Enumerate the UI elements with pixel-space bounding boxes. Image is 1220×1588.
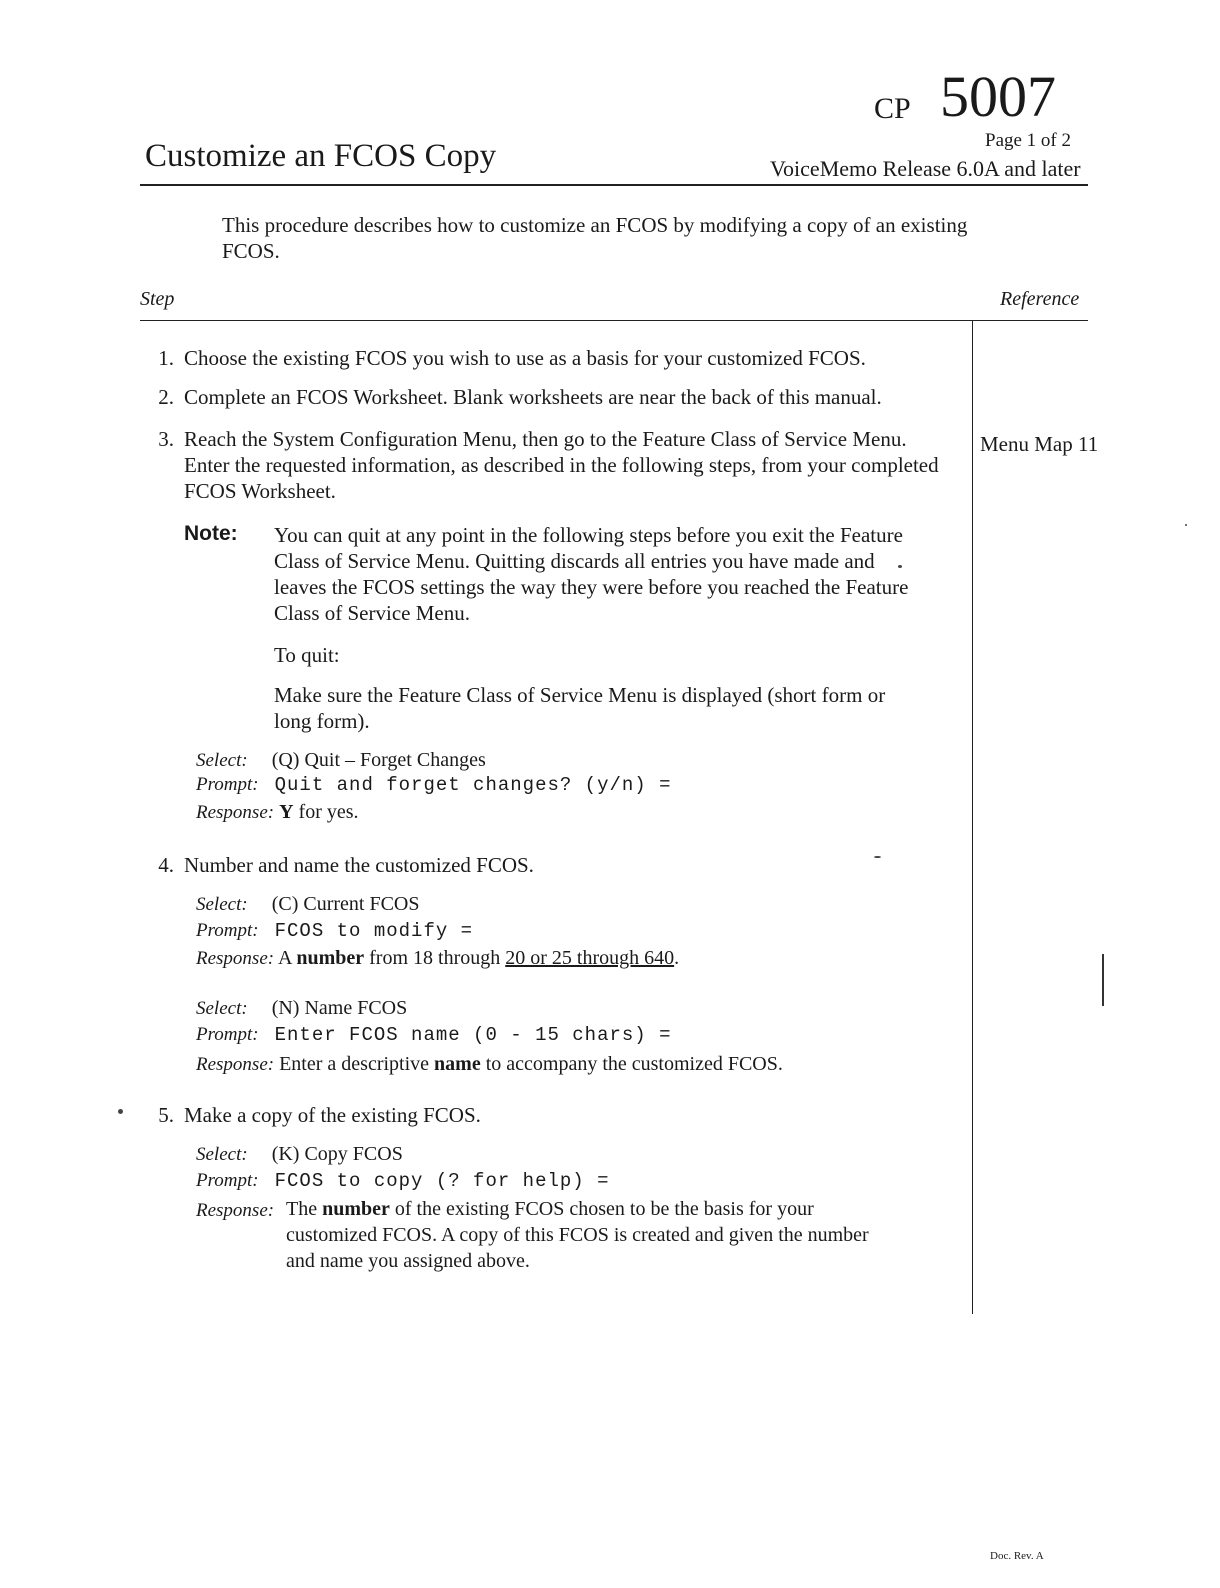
make-sure-text: Make sure the Feature Class of Service Menu is displayed (short form or long form).: [274, 683, 886, 733]
select-label: Select:: [196, 1144, 248, 1165]
step-1: [158, 345, 944, 371]
step-number: 5.: [158, 1103, 174, 1127]
prompt-label: Prompt:: [196, 1170, 259, 1191]
reference-column-heading: Reference: [1000, 288, 1080, 310]
response-text: from 18 through: [364, 947, 506, 969]
quit-prompt-row: [196, 772, 671, 797]
step-number: 2.: [158, 385, 174, 409]
quit-response-row: [196, 800, 359, 825]
name-fcos-response-row: [196, 1052, 783, 1077]
change-bar: [1102, 954, 1104, 1006]
copy-fcos-select-row: [196, 1142, 403, 1167]
response-text: The: [286, 1198, 323, 1220]
step-4: [158, 852, 884, 878]
response-label: Response:: [196, 1200, 275, 1221]
response-text: .: [674, 947, 680, 969]
prompt-label: Prompt:: [196, 920, 259, 941]
header-rule: [140, 184, 1088, 186]
response-label: Response:: [196, 948, 275, 969]
select-value: (C) Current FCOS: [271, 893, 420, 915]
response-label: Response:: [196, 1054, 275, 1075]
note-text: You can quit at any point in the following steps before you exit the Feature Class of Service Menu. Quitting discards all entries you have made and leaves the FCOS settings the way they were before you reached the Feature Class of Service Menu.: [274, 523, 909, 625]
step-2: [158, 384, 954, 410]
release-label: VoiceMemo Release 6.0A and later: [770, 156, 1081, 181]
cp-number: 5007: [940, 64, 1056, 129]
step-number: 3.: [158, 427, 174, 451]
select-label: Select:: [196, 998, 248, 1019]
response-label: Response:: [196, 802, 275, 823]
name-fcos-select-row: [196, 996, 407, 1021]
prompt-label: Prompt:: [196, 1024, 259, 1045]
step-text: Make a copy of the existing FCOS.: [184, 1103, 481, 1127]
cp-label: CP: [874, 92, 911, 125]
prompt-value: Enter FCOS name (0 - 15 chars) =: [274, 1024, 672, 1046]
doc-revision: Doc. Rev. A: [990, 1550, 1044, 1562]
step-5: [158, 1102, 884, 1128]
prompt-label: Prompt:: [196, 774, 259, 795]
step-text: Complete an FCOS Worksheet. Blank worksheets are near the back of this manual.: [184, 385, 882, 409]
scan-mark: [1185, 524, 1187, 526]
copy-fcos-response: [286, 1196, 886, 1274]
note-label: Note:: [184, 522, 238, 545]
response-emphasis: name: [434, 1053, 481, 1075]
select-value: (N) Name FCOS: [271, 997, 408, 1019]
response-text: of the existing FCOS chosen to be the basis for your customized FCOS. A copy of this FCOS is created and given the number and name you assigned above.: [286, 1198, 869, 1272]
response-text: Enter a descriptive: [279, 1053, 435, 1075]
copy-fcos-prompt-row: [196, 1168, 609, 1193]
step-3: [158, 426, 944, 504]
name-fcos-prompt-row: [196, 1022, 671, 1047]
step-text: Reach the System Configuration Menu, then go to the Feature Class of Service Menu. Enter the requested information, as described in the following steps, from your completed FCOS Worksheet.: [184, 427, 939, 503]
select-label: Select:: [196, 894, 248, 915]
select-value: (Q) Quit – Forget Changes: [271, 749, 486, 771]
to-quit-text: To quit:: [274, 643, 340, 667]
step-column-heading: Step: [140, 288, 175, 310]
prompt-value: Quit and forget changes? (y/n) =: [274, 774, 672, 796]
reference-menu-map: Menu Map 11: [980, 432, 1099, 456]
response-range: 20 or 25 through 640: [505, 947, 675, 969]
response-text: to accompany the customized FCOS.: [480, 1053, 783, 1075]
scan-mark: [118, 1109, 123, 1114]
current-fcos-response-row: [196, 946, 679, 971]
column-heading-rule: [140, 320, 1088, 321]
step-number: 4.: [158, 853, 174, 877]
select-label: Select:: [196, 750, 248, 771]
intro-paragraph: This procedure describes how to customize an FCOS by modifying a copy of an existing FCOS.: [222, 213, 968, 263]
reference-column-divider: [972, 321, 973, 1314]
step-number: 1.: [158, 346, 174, 370]
response-emphasis: number: [296, 947, 365, 969]
response-key: Y: [279, 801, 294, 823]
page-indicator: Page 1 of 2: [985, 130, 1072, 151]
prompt-value: FCOS to modify =: [274, 920, 474, 942]
quit-select-row: [196, 748, 486, 773]
current-fcos-prompt-row: [196, 918, 473, 943]
select-value: (K) Copy FCOS: [271, 1143, 403, 1165]
step-text: Choose the existing FCOS you wish to use as a basis for your customized FCOS.: [184, 346, 866, 370]
prompt-value: FCOS to copy (? for help) =: [274, 1170, 610, 1192]
response-text: for yes.: [293, 801, 359, 823]
response-text: A: [278, 947, 297, 969]
scan-mark: [898, 565, 902, 568]
current-fcos-select-row: [196, 892, 419, 917]
step-text: Number and name the customized FCOS.: [184, 853, 534, 877]
page-title: Customize an FCOS Copy: [145, 138, 497, 174]
response-emphasis: number: [322, 1198, 390, 1220]
scan-mark: [874, 856, 881, 858]
